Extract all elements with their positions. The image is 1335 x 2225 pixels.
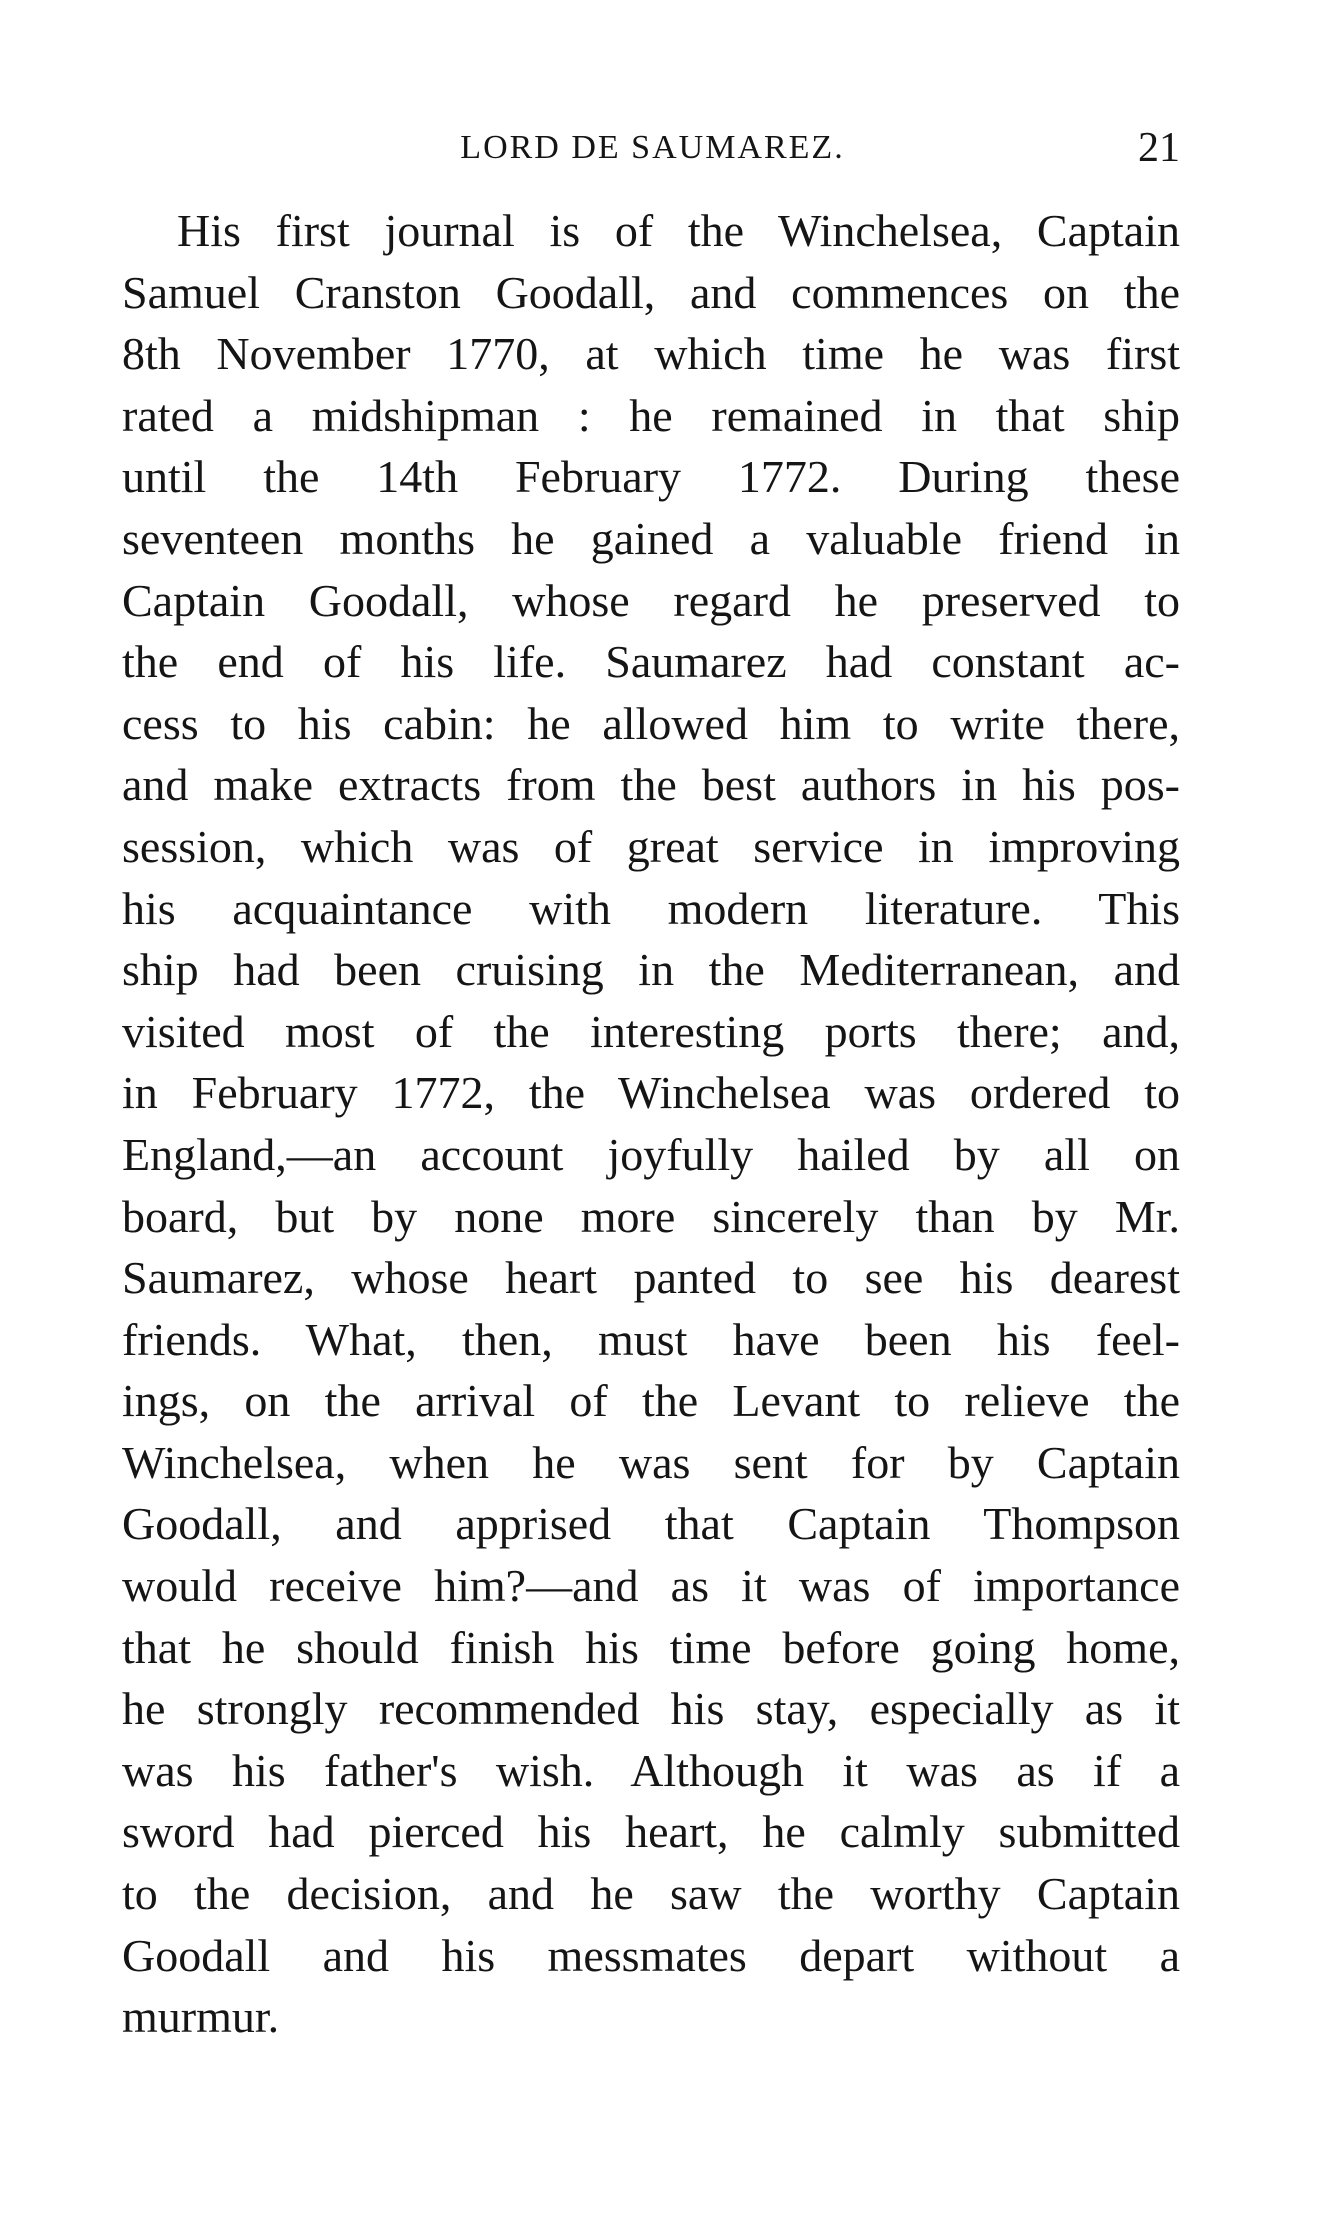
text-line: would receive him?—and as it was of importance [122,1560,1180,1612]
text-line: in February 1772, the Winchelsea was ordered to [122,1067,1180,1119]
text-line: board, but by none more sincerely than by Mr. [122,1190,1180,1242]
text-line: to the decision, and he saw the worthy Captain [122,1868,1180,1920]
text-line: Saumarez, whose heart panted to see his dearest [122,1252,1180,1304]
text-line: Samuel Cranston Goodall, and commences on the [122,266,1180,318]
text-line: he strongly recommended his stay, especially as it [122,1683,1180,1735]
text-line: Goodall and his messmates depart without a [122,1929,1180,1981]
text-line: until the 14th February 1772. During these [122,451,1180,503]
page-number: 21 [1138,125,1180,171]
text-line: England,—an account joyfully hailed by all on [122,1128,1180,1180]
running-title: LORD DE SAUMAREZ. [460,129,845,166]
text-line: Goodall, and apprised that Captain Thompson [122,1498,1180,1550]
text-line: cess to his cabin: he allowed him to write there, [122,697,1180,749]
body-paragraph [122,200,1180,2048]
text-line: was his father's wish. Although it was as if a [122,1744,1180,1796]
text-line: session, which was of great service in improving [122,820,1180,872]
text-line: murmur. [122,1991,280,2043]
text-line: that he should finish his time before going home, [122,1621,1180,1673]
text-line: 8th November 1770, at which time he was first [122,328,1180,380]
text-line: and make extracts from the best authors in his pos- [122,759,1180,811]
text-line: the end of his life. Saumarez had constant ac- [122,636,1180,688]
text-line: ings, on the arrival of the Levant to relieve the [122,1375,1180,1427]
text-line: rated a midshipman : he remained in that ship [122,389,1180,441]
text-line: his acquaintance with modern literature. This [122,882,1180,934]
text-line: visited most of the interesting ports there; and, [122,1005,1180,1057]
running-head [125,118,1180,178]
text-line: seventeen months he gained a valuable friend in [122,512,1180,564]
text-line: Winchelsea, when he was sent for by Captain [122,1436,1180,1488]
text-line: ship had been cruising in the Mediterranean, and [122,944,1180,996]
text-line: sword had pierced his heart, he calmly submitted [122,1806,1180,1858]
text-line: His first journal is of the Winchelsea, Captain [177,205,1180,256]
text-line: friends. What, then, must have been his feel- [122,1313,1180,1365]
text-line: Captain Goodall, whose regard he preserved to [122,574,1180,626]
